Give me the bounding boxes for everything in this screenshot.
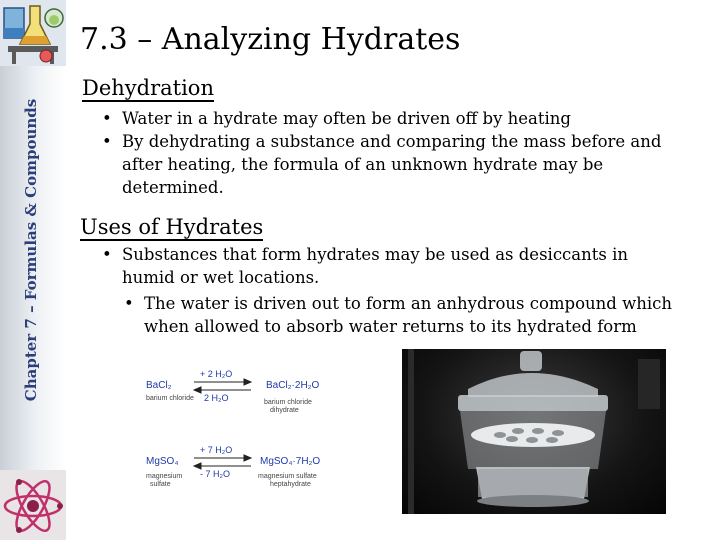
section-heading-dehydration: Dehydration [82, 76, 214, 100]
reaction-1-reactant: BaCl₂ [146, 380, 172, 391]
chapter-title-vertical [16, 80, 46, 420]
atom-logo-icon [0, 470, 66, 540]
reaction-1-forward-label: + 2 H₂O [200, 369, 233, 379]
reaction-2-product: MgSO₄·7H₂O [260, 456, 321, 467]
desiccator-photo [402, 349, 666, 514]
lab-equipment-logo-icon [0, 0, 66, 66]
reaction-1-reactant-name: barium chloride [146, 395, 194, 402]
list-item: • Water in a hydrate may often be driven off by heating [102, 107, 682, 130]
reaction-2-reactant-name-line1: magnesium [146, 473, 183, 480]
reaction-1-product-name-line1: barium chloride [264, 399, 312, 406]
reaction-2-reverse-label: - 7 H₂O [200, 469, 230, 479]
reaction-1-product: BaCl₂·2H₂O [266, 380, 320, 391]
chapter-title-text: Chapter 7 – Formulas & Compounds [22, 98, 41, 402]
hydration-reactions-figure [136, 362, 376, 502]
slide-title: 7.3 – Analyzing Hydrates [80, 22, 461, 57]
reaction-2-product-name-line1: magnesium sulfate [258, 473, 317, 480]
reaction-2-product-name-line2: heptahydrate [270, 481, 311, 488]
reaction-2-reactant-name-line2: sulfate [150, 481, 171, 488]
uses-sub-bullet-list [124, 292, 684, 338]
list-item: • By dehydrating a substance and comparing the mass before and after heating, the formula of an unknown hydrate may be determined. [102, 130, 682, 199]
uses-bullet-list [102, 243, 682, 289]
section-heading-uses-of-hydrates: Uses of Hydrates [80, 215, 264, 239]
reaction-2-forward-label: + 7 H₂O [200, 445, 233, 455]
reaction-1-product-name-line2: dihydrate [270, 407, 299, 414]
list-item: • Substances that form hydrates may be used as desiccants in humid or wet locations. [102, 243, 682, 289]
list-item: • The water is driven out to form an anhydrous compound which when allowed to absorb water returns to its hydrated form [124, 292, 684, 338]
dehydration-bullet-list [102, 107, 682, 199]
reaction-1-reverse-label: 2 H₂O [204, 393, 229, 403]
reaction-2-reactant: MgSO₄ [146, 456, 179, 467]
